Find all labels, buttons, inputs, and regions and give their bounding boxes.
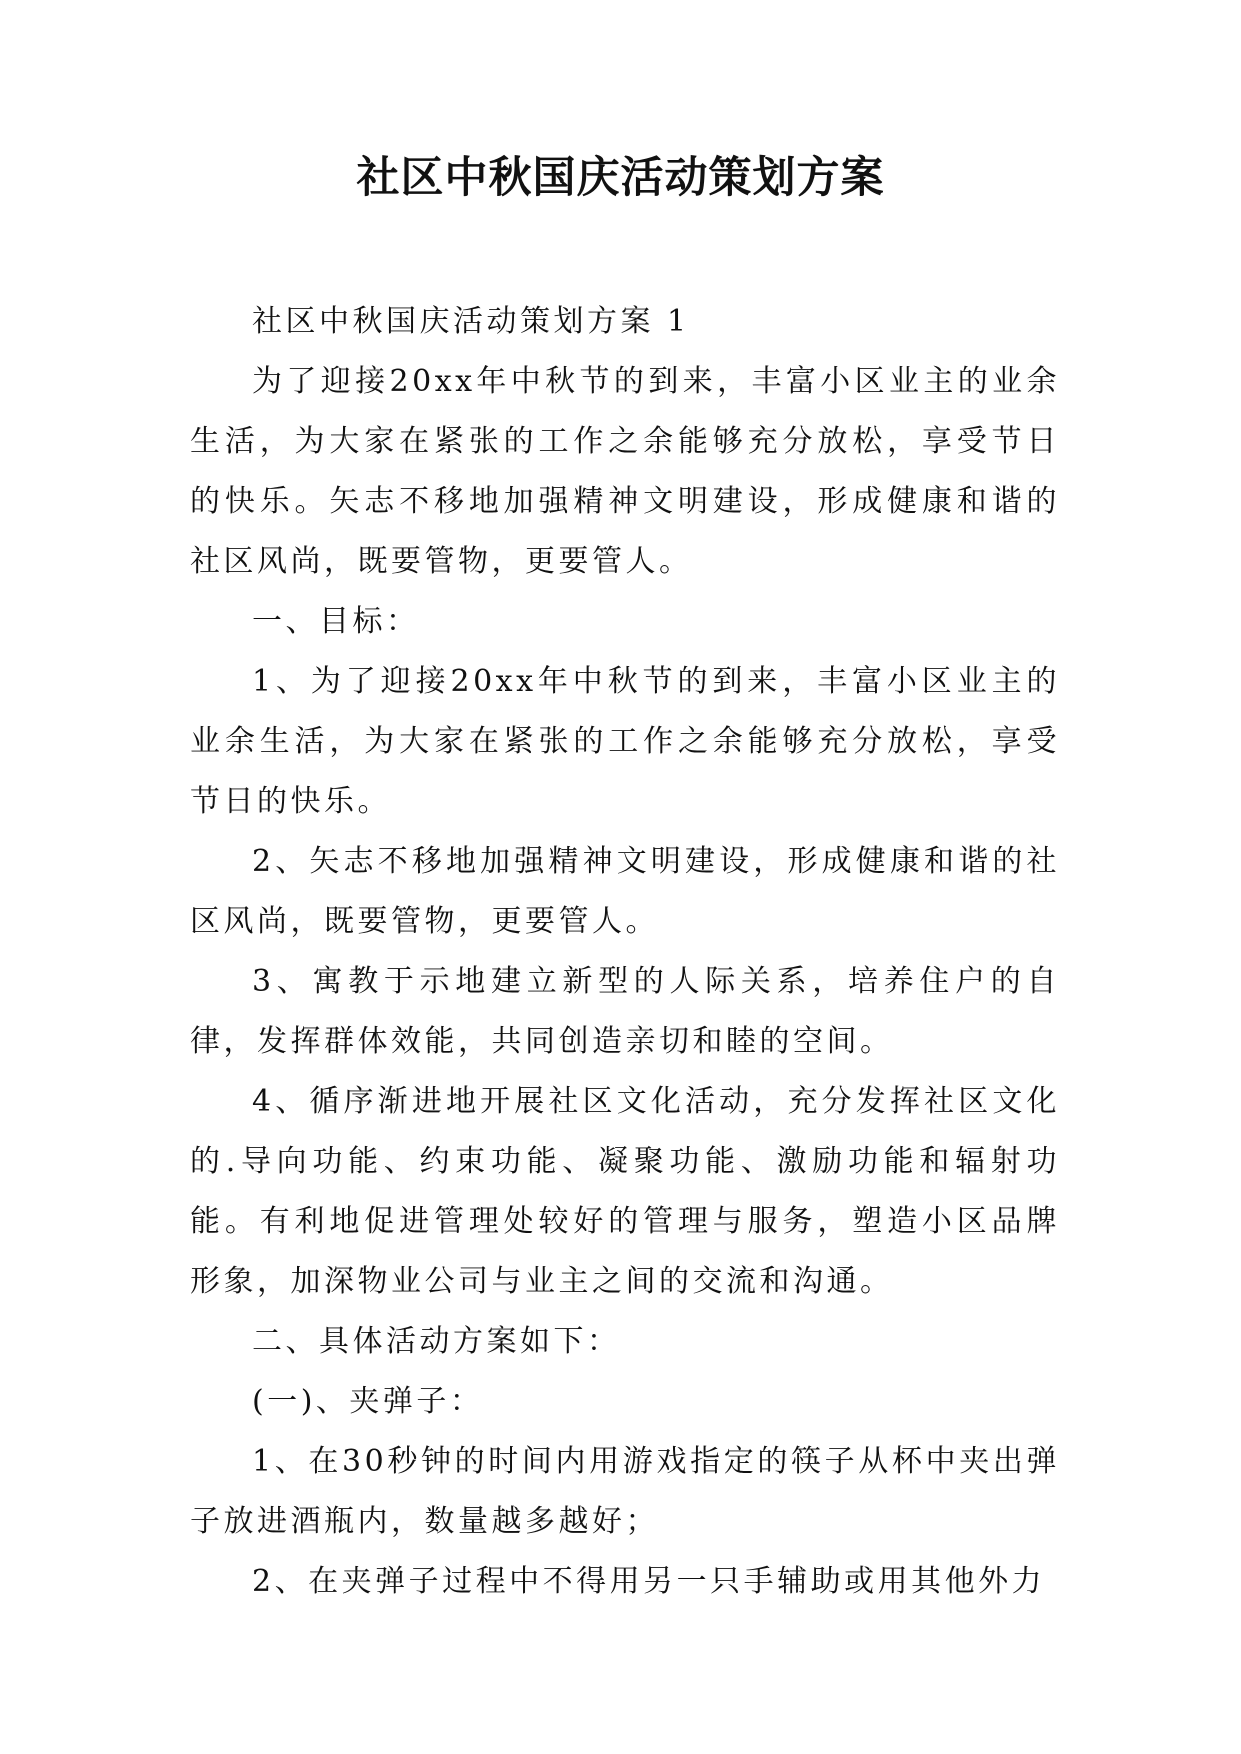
section-heading-goals: 一、目标： — [252, 604, 420, 639]
goal-item-3: 3、寓教于示地建立新型的人际关系，培养住户的自律，发挥群体效能，共同创造亲切和睦的空间。 — [190, 964, 1060, 1059]
document-title: 社区中秋国庆活动策划方案 — [356, 153, 885, 203]
rule-item-1: 1、在30秒钟的时间内用游戏指定的筷子从杯中夹出弹子放进酒瓶内，数量越多越好； — [190, 1444, 1060, 1539]
rule-item-2: 2、在夹弹子过程中不得用另一只手辅助或用其他外力 — [252, 1564, 1046, 1599]
goal-item-2: 2、矢志不移地加强精神文明建设，形成健康和谐的社区风尚，既要管物，更要管人。 — [190, 844, 1060, 939]
section-heading-plan: 二、具体活动方案如下： — [252, 1324, 621, 1359]
subsection-heading-marbles: (一)、夹弹子： — [252, 1384, 484, 1419]
goal-item-1: 1、为了迎接20xx年中秋节的到来，丰富小区业主的业余生活，为大家在紧张的工作之余能够充分放松，享受节日的快乐。 — [190, 664, 1060, 819]
goal-item-4: 4、循序渐进地开展社区文化活动，充分发挥社区文化的.导向功能、约束功能、凝聚功能、激励功能和辐射功能。有利地促进管理处较好的管理与服务，塑造小区品牌形象，加深物业公司与业主之间的交流和沟通。 — [190, 1084, 1060, 1299]
paragraph-heading-1: 社区中秋国庆活动策划方案 1 — [252, 304, 690, 339]
paragraph-intro: 为了迎接20xx年中秋节的到来，丰富小区业主的业余生活，为大家在紧张的工作之余能够充分放松，享受节日的快乐。矢志不移地加强精神文明建设，形成健康和谐的社区风尚，既要管物，更要管人。 — [190, 364, 1060, 579]
document-body — [190, 292, 1060, 1612]
